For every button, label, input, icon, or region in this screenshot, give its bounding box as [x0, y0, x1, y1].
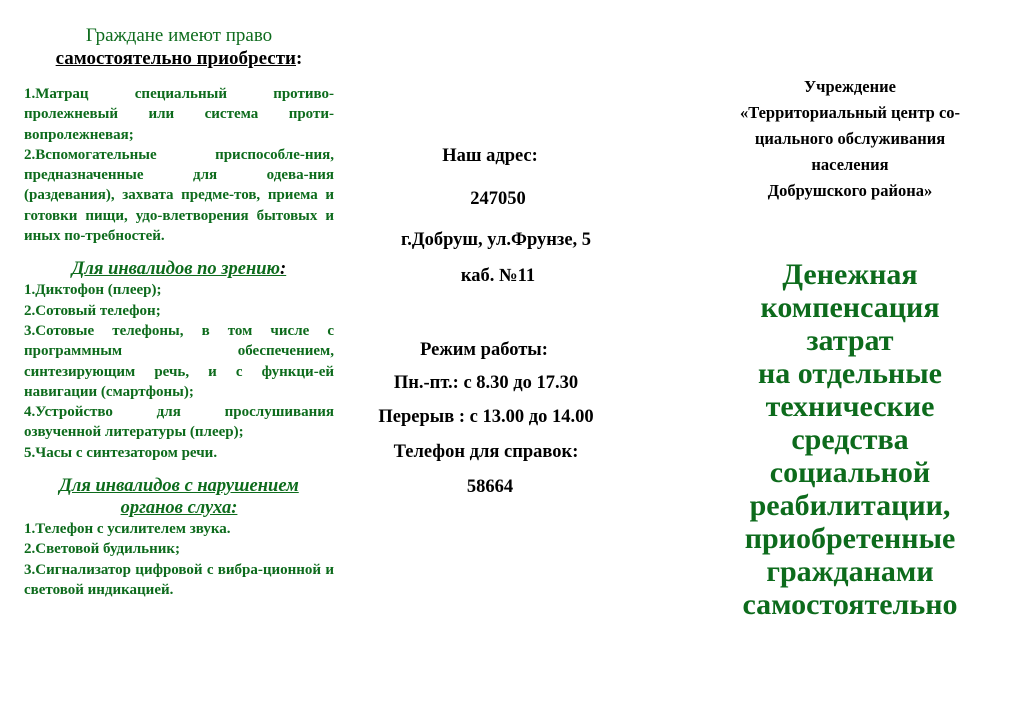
hearing-heading-line: органов слуха:	[120, 498, 238, 519]
hearing-section-heading	[24, 475, 334, 519]
institution-line: Добрушского района»	[767, 181, 933, 200]
intro-colon: :	[296, 48, 303, 69]
phone-label: Телефон для справок:	[393, 442, 579, 462]
vision-heading-text: Для инвалидов по зрению	[71, 259, 281, 280]
institution-name	[700, 74, 1000, 204]
left-panel	[24, 0, 334, 600]
working-hours: Пн.-пт.: с 8.30 до 17.30	[393, 373, 579, 393]
intro-line: Граждане имеют право	[85, 25, 273, 46]
list-item: 2.Световой будильник;	[24, 541, 181, 558]
list-item: 4.Устройство для прослушивания озвученной литературы (плеер);	[24, 404, 334, 441]
list-item: 2.Сотовый телефон;	[24, 302, 161, 319]
title-line: социальной	[769, 456, 931, 489]
list-item: 1.Матрац специальный противо-пролежневый или система проти-вопролежневая;	[24, 86, 334, 143]
list-item: 2.Вспомогательные приспособле-ния, предназначенные для одева-ния (раздевания), захвата предме-тов, приема и готовки пищи, удо-влетворения бытовых и иных по-требностей.	[24, 146, 334, 245]
title-line: Денежная	[782, 258, 918, 291]
cover-panel	[700, 0, 1000, 621]
postcode: 247050	[470, 189, 526, 209]
office-number: каб. №11	[460, 266, 536, 286]
hearing-heading-line: Для инвалидов с нарушением	[59, 476, 299, 497]
address-label: Наш адрес:	[442, 146, 538, 166]
general-items-list	[24, 84, 334, 246]
institution-line: циального обслуживания	[754, 129, 946, 148]
rights-intro	[24, 24, 334, 70]
vision-heading-colon: :	[280, 259, 287, 280]
hearing-items-list	[24, 519, 334, 600]
phone-number: 58664	[466, 477, 514, 497]
title-line: приобретенные	[744, 522, 956, 555]
title-line: самостоятельно	[742, 588, 958, 621]
title-line: средства	[791, 423, 909, 456]
list-item: 3.Сотовые телефоны, в том числе с программным обеспечением, синтезирующим речь, и с функци-ей навигации (смартфоны);	[24, 322, 334, 400]
intro-emphasis-line	[24, 47, 334, 70]
street-address: г.Добруш, ул.Фрунзе, 5	[400, 230, 592, 250]
intro-emphasis: самостоятельно приобрести	[55, 48, 297, 69]
institution-line: Учреждение	[804, 77, 896, 96]
title-line: гражданами	[766, 555, 934, 588]
list-item: 1.Телефон с усилителем звука.	[24, 521, 231, 538]
vision-items-list	[24, 280, 334, 463]
title-line: реабилитации,	[749, 489, 951, 522]
institution-line: «Территориальный центр со-	[739, 103, 961, 122]
title-line: технические	[765, 390, 935, 423]
title-line: затрат	[806, 324, 894, 357]
title-line: компенсация	[760, 291, 940, 324]
list-item: 1.Диктофон (плеер);	[24, 282, 162, 299]
brochure-title	[700, 258, 1000, 621]
title-line: на отдельные	[758, 357, 942, 390]
institution-line: населения	[811, 155, 889, 174]
vision-section-heading	[24, 258, 334, 280]
break-hours: Перерыв : с 13.00 до 14.00	[378, 407, 594, 427]
list-item: 5.Часы с синтезатором речи.	[24, 444, 218, 461]
list-item: 3.Сигнализатор цифровой с вибра-ционной и световой индикацией.	[24, 561, 334, 598]
working-hours-label: Режим работы:	[420, 340, 548, 360]
